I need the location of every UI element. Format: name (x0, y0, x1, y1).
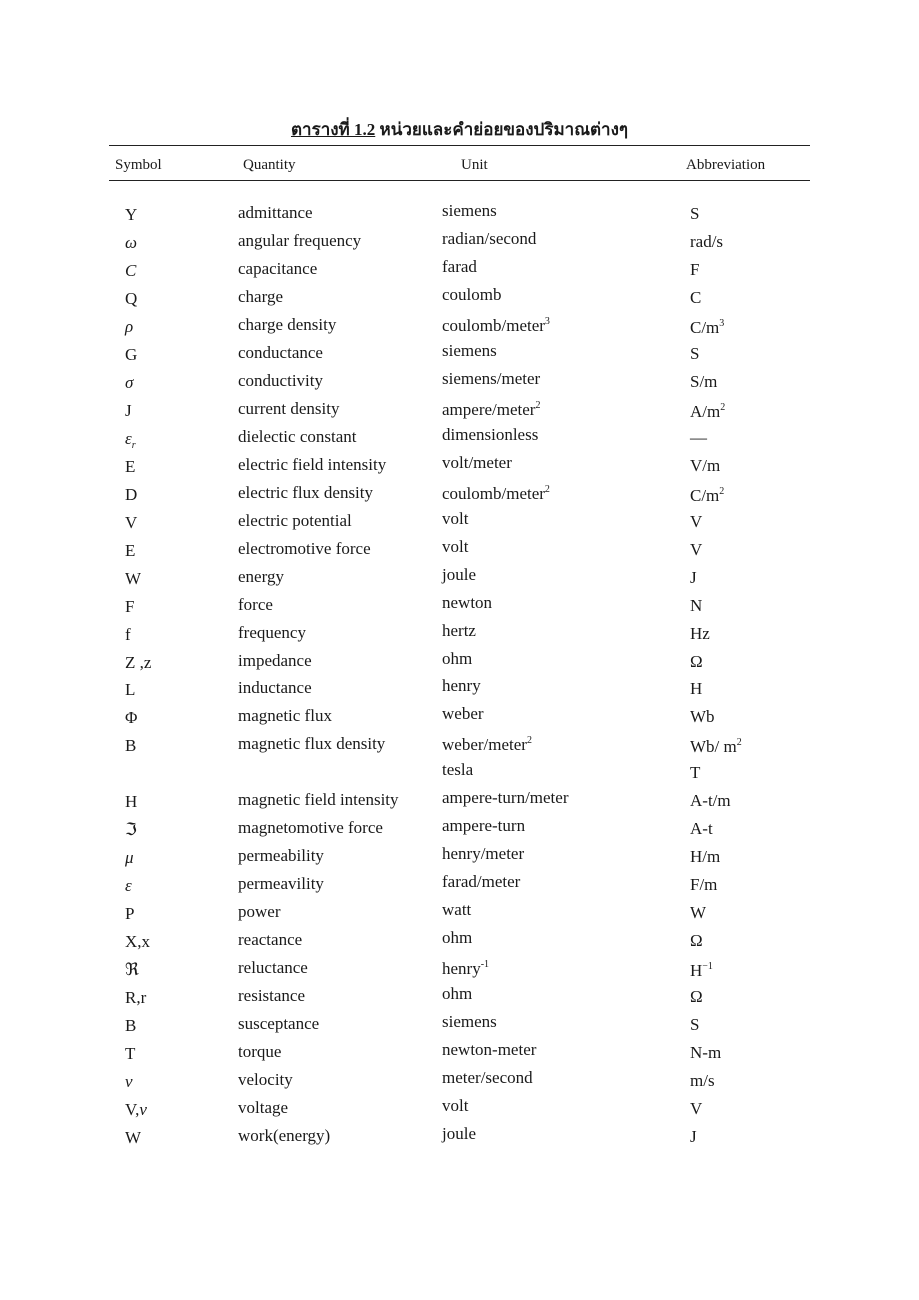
unit-cell (442, 900, 471, 920)
quantity-cell-text: inductance (238, 678, 312, 698)
unit-cell (442, 676, 481, 696)
unit-cell-text: ampere-turn (442, 816, 526, 836)
abbreviation-cell-text: N-m (690, 1043, 722, 1063)
table-number: ตารางที่ 1.2 (290, 120, 376, 139)
unit-cell (442, 229, 536, 249)
quantity-cell-text: resistance (238, 986, 306, 1006)
abbreviation-cell-text: J (690, 567, 697, 587)
unit-cell-text: weber/meter (442, 735, 527, 755)
unit-cell (442, 257, 477, 277)
quantity-cell (238, 371, 323, 391)
quantity-cell-text: admittance (238, 203, 313, 222)
quantity-cell (238, 315, 336, 335)
quantity-cell (238, 427, 356, 447)
quantity-cell (238, 706, 332, 726)
unit-cell (442, 565, 476, 585)
symbol-cell-text: E (125, 540, 136, 560)
abbreviation-cell (690, 260, 699, 280)
abbreviation-cell-text: Ω (690, 931, 703, 951)
abbreviation-cell (690, 344, 699, 364)
quantity-cell (238, 902, 280, 922)
abbreviation-cell-text: F/m (690, 875, 718, 895)
unit-cell (442, 484, 550, 504)
quantity-cell (238, 874, 324, 894)
symbol-cell (125, 205, 137, 225)
unit-cell-text: farad (442, 256, 477, 276)
unit-cell (442, 509, 468, 529)
abbreviation-cell (690, 737, 742, 757)
abbreviation-cell (690, 372, 717, 392)
symbol-cell-subscript: r (131, 439, 136, 451)
abbreviation-cell-text: Ω (690, 987, 703, 1007)
quantity-cell (238, 1042, 281, 1062)
unit-cell-superscript: 2 (535, 399, 541, 411)
quantity-cell (238, 483, 373, 503)
abbreviation-cell (690, 961, 713, 981)
abbreviation-cell (690, 232, 723, 252)
unit-cell-text: siemens/meter (442, 368, 541, 388)
quantity-cell (238, 343, 323, 363)
symbol-cell-text: D (125, 484, 138, 504)
header-quantity: Quantity (243, 157, 296, 173)
quantity-cell-text: voltage (238, 1098, 289, 1118)
symbol-cell-text: ε (125, 876, 132, 896)
symbol-cell (125, 848, 134, 868)
unit-cell (442, 1012, 497, 1032)
quantity-cell-text: magnetic flux density (238, 734, 386, 754)
quantity-cell-text: velocity (238, 1070, 293, 1090)
unit-cell (442, 1124, 476, 1144)
abbreviation-cell (690, 847, 720, 867)
abbreviation-cell (690, 652, 703, 672)
symbol-cell-text: W (125, 1128, 142, 1147)
abbreviation-cell-text: rad/s (690, 231, 724, 251)
table-title: หน่วยและคำย่อยของปริมาณต่างๆ (375, 120, 628, 139)
unit-cell-text: coulomb (442, 284, 502, 304)
symbol-cell (125, 597, 134, 617)
symbol-cell-text: ρ (125, 316, 134, 336)
quantity-cell (238, 595, 273, 615)
abbreviation-cell-text: H (690, 679, 703, 699)
symbol-cell-text: C (125, 260, 137, 280)
unit-cell (442, 425, 538, 445)
unit-cell-text: newton (442, 592, 493, 612)
symbol-cell (125, 680, 135, 700)
unit-cell-text: joule (442, 1124, 476, 1143)
abbreviation-cell (690, 1127, 697, 1147)
symbol-cell-text: ω (125, 232, 138, 252)
symbol-cell-text: v (125, 1072, 133, 1092)
symbol-cell (125, 541, 135, 561)
abbreviation-cell (690, 318, 724, 338)
quantity-cell-text: reluctance (238, 958, 308, 978)
quantity-cell (238, 623, 306, 643)
header-abbreviation: Abbreviation (686, 157, 766, 173)
abbreviation-cell-text: A-t/m (690, 791, 731, 811)
abbreviation-cell (690, 428, 707, 448)
abbreviation-cell-text: S/m (690, 371, 718, 391)
unit-cell (442, 788, 569, 808)
abbreviation-cell-text: H (690, 961, 703, 981)
unit-cell-text: ampere-turn/meter (442, 788, 569, 808)
unit-cell-text: ohm (442, 648, 473, 668)
quantity-cell (238, 203, 313, 223)
symbol-cell (125, 569, 141, 589)
unit-cell-superscript: -1 (480, 959, 490, 971)
unit-cell-text: dimensionless (442, 424, 539, 444)
abbreviation-cell-text: — (690, 427, 707, 447)
quantity-cell-text: dielectic constant (238, 426, 357, 446)
top-rule (109, 145, 810, 146)
unit-cell (442, 1096, 468, 1116)
symbol-cell (125, 289, 137, 309)
abbreviation-cell (690, 679, 702, 699)
symbol-cell (125, 513, 137, 533)
abbreviation-cell-text: J (690, 1127, 697, 1146)
abbreviation-cell-superscript: 2 (736, 737, 742, 749)
unit-cell-text: henry (442, 676, 481, 696)
quantity-cell (238, 651, 312, 671)
abbreviation-cell-text: T (690, 763, 701, 783)
abbreviation-cell-text: S (690, 204, 700, 223)
symbol-cell (125, 457, 135, 477)
abbreviation-cell (690, 791, 731, 811)
symbol-cell (125, 736, 136, 756)
abbreviation-cell-text: F (690, 259, 700, 279)
symbol-cell-text: ε (125, 428, 132, 448)
symbol-cell (125, 1072, 133, 1092)
abbreviation-cell (690, 568, 697, 588)
quantity-cell-text: electromotive force (238, 538, 371, 558)
unit-cell (442, 201, 497, 221)
quantity-cell-text: torque (238, 1042, 282, 1062)
quantity-cell-text: susceptance (238, 1014, 320, 1034)
quantity-cell (238, 511, 352, 531)
unit-cell (442, 285, 502, 305)
symbol-cell (125, 373, 133, 393)
symbol-cell (125, 1100, 147, 1120)
abbreviation-cell (690, 486, 724, 506)
abbreviation-cell-text: A/m (690, 401, 721, 421)
abbreviation-cell-text: Ω (690, 651, 703, 671)
symbol-cell-text: P (125, 904, 135, 924)
symbol-cell-text: ℑ (125, 820, 137, 840)
symbol-cell (125, 932, 150, 952)
symbol-cell-text: W (125, 568, 142, 588)
quantity-cell-text: magnetic flux (238, 706, 332, 726)
symbol-cell (125, 820, 137, 840)
unit-cell (442, 984, 472, 1004)
quantity-cell-text: conductance (238, 342, 323, 362)
unit-cell-text: joule (442, 564, 476, 584)
abbreviation-cell (690, 931, 703, 951)
abbreviation-cell-text: W (690, 903, 707, 923)
abbreviation-cell (690, 596, 702, 616)
symbol-cell (125, 792, 137, 812)
quantity-cell (238, 287, 283, 307)
abbreviation-cell (690, 875, 717, 895)
quantity-cell-text: angular frequency (238, 230, 362, 250)
symbol-cell-text: Q (125, 288, 138, 308)
symbol-cell-text: ℜ (125, 960, 139, 980)
abbreviation-cell-text: S (690, 343, 700, 363)
abbreviation-cell-text: N (690, 595, 703, 615)
quantity-cell (238, 1014, 319, 1034)
symbol-cell (125, 1044, 135, 1064)
abbreviation-cell (690, 707, 715, 727)
unit-cell-superscript: 2 (544, 483, 550, 495)
quantity-cell-text: magnetic field intensity (238, 790, 399, 810)
quantity-cell-text: permeability (238, 846, 324, 866)
abbreviation-cell-superscript: −1 (702, 961, 713, 973)
quantity-cell-text: impedance (238, 650, 312, 670)
quantity-cell-text: current density (238, 398, 340, 418)
quantity-cell (238, 231, 361, 251)
abbreviation-cell-text: Hz (690, 623, 710, 643)
symbol-cell (125, 345, 137, 365)
symbol-cell-text: L (125, 680, 136, 700)
symbol-cell-text: Φ (125, 708, 138, 728)
unit-cell-text: volt/meter (442, 452, 512, 472)
symbol-cell (125, 708, 137, 728)
abbreviation-cell (690, 288, 701, 308)
unit-cell (442, 959, 489, 979)
unit-cell (442, 1068, 533, 1088)
symbol-cell (125, 485, 137, 505)
table-caption (0, 116, 919, 143)
quantity-cell (238, 958, 308, 978)
abbreviation-cell-text: Wb (690, 707, 715, 727)
abbreviation-cell (690, 819, 713, 839)
unit-cell-superscript: 3 (544, 315, 550, 327)
unit-cell (442, 735, 532, 755)
abbreviation-cell (690, 1071, 715, 1091)
unit-cell-text: henry (442, 959, 481, 979)
unit-cell-text: ampere/meter (442, 399, 536, 419)
abbreviation-cell-text: V (690, 539, 703, 559)
quantity-cell-text: electric flux density (238, 482, 374, 502)
quantity-cell (238, 986, 305, 1006)
symbol-cell-text: μ (125, 848, 134, 868)
abbreviation-cell (690, 1043, 721, 1063)
symbol-cell-text: E (125, 456, 136, 476)
quantity-cell (238, 455, 386, 475)
symbol-cell-text: V (125, 512, 138, 532)
unit-cell-text: hertz (442, 620, 476, 640)
quantity-cell-text: charge density (238, 314, 337, 334)
abbreviation-cell (690, 624, 710, 644)
unit-cell-text: weber (442, 704, 484, 724)
unit-cell (442, 704, 484, 724)
quantity-cell (238, 790, 399, 810)
abbreviation-cell-text: Wb/ m (690, 737, 737, 757)
abbreviation-cell (690, 540, 702, 560)
symbol-cell (125, 653, 151, 673)
abbreviation-cell-text: C/m (690, 485, 720, 505)
symbol-cell (125, 960, 139, 980)
quantity-cell (238, 567, 284, 587)
quantity-cell (238, 539, 371, 559)
symbol-cell-text: V, (125, 1100, 140, 1120)
symbol-cell (125, 1128, 141, 1148)
abbreviation-cell (690, 456, 720, 476)
unit-cell-text: coulomb/meter (442, 315, 545, 335)
quantity-cell-text: conductivity (238, 370, 323, 390)
unit-cell-text: newton-meter (442, 1040, 537, 1060)
unit-cell-text: radian/second (442, 228, 537, 248)
symbol-cell (125, 1016, 136, 1036)
unit-cell (442, 816, 525, 836)
abbreviation-cell (690, 1015, 699, 1035)
abbreviation-cell-text: V/m (690, 455, 721, 475)
symbol-cell (125, 904, 134, 924)
unit-cell-text: coulomb/meter (442, 483, 545, 503)
quantity-cell (238, 1070, 293, 1090)
unit-cell (442, 369, 540, 389)
abbreviation-cell-text: V (690, 1099, 703, 1119)
symbol-cell-text: X,x (125, 932, 151, 952)
unit-cell (442, 341, 497, 361)
header-symbol: Symbol (115, 157, 162, 173)
abbreviation-cell-text: V (690, 511, 703, 531)
unit-cell (442, 593, 492, 613)
header-rule (109, 180, 810, 181)
unit-cell-text: volt (442, 1096, 469, 1116)
quantity-cell (238, 1126, 330, 1146)
symbol-cell (125, 401, 132, 421)
unit-cell-text: siemens (442, 340, 497, 360)
abbreviation-cell (690, 987, 703, 1007)
symbol-cell-text: G (125, 344, 138, 364)
symbol-cell-text: F (125, 596, 135, 616)
abbreviation-cell-text: A-t (690, 819, 713, 839)
quantity-cell-text: power (238, 902, 281, 922)
unit-cell-text: farad/meter (442, 872, 521, 892)
abbreviation-cell (690, 1099, 702, 1119)
quantity-cell (238, 399, 340, 419)
unit-cell-text: volt (442, 536, 469, 556)
unit-cell (442, 316, 550, 336)
quantity-cell-text: work(energy) (238, 1126, 331, 1145)
abbreviation-cell (690, 402, 725, 422)
symbol-cell-text: B (125, 1016, 137, 1036)
unit-cell (442, 649, 472, 669)
abbreviation-cell-superscript: 3 (719, 317, 725, 329)
quantity-cell (238, 818, 383, 838)
quantity-cell (238, 1098, 288, 1118)
unit-cell (442, 844, 524, 864)
abbreviation-cell (690, 204, 699, 224)
symbol-cell-text: B (125, 736, 137, 756)
quantity-cell-text: capacitance (238, 258, 318, 278)
unit-cell (442, 621, 476, 641)
unit-cell (442, 453, 512, 473)
unit-cell (442, 400, 540, 420)
unit-cell-text: ohm (442, 984, 473, 1004)
unit-cell (442, 537, 468, 557)
abbreviation-cell-superscript: 2 (720, 401, 726, 413)
unit-cell-text: siemens (442, 1012, 497, 1032)
symbol-cell-text: f (125, 624, 131, 644)
quantity-cell (238, 930, 302, 950)
unit-cell-text: ohm (442, 928, 473, 948)
unit-cell (442, 760, 473, 780)
symbol-cell (125, 233, 137, 253)
abbreviation-cell-text: H/m (690, 847, 721, 867)
symbol-cell-text: H (125, 792, 138, 812)
symbol-cell (125, 876, 132, 896)
symbol-cell-text: J (125, 400, 132, 420)
symbol-cell-text: Z ,z (125, 652, 152, 672)
abbreviation-cell-text: C (690, 287, 702, 307)
symbol-cell (125, 261, 136, 281)
quantity-cell-text: magnetomotive force (238, 818, 383, 838)
unit-cell-text: henry/meter (442, 844, 525, 864)
quantity-cell-text: permeavility (238, 874, 324, 894)
symbol-cell-text: R,r (125, 988, 147, 1008)
header-unit: Unit (461, 157, 488, 173)
quantity-cell-text: reactance (238, 930, 303, 950)
quantity-cell-text: electric potential (238, 510, 352, 530)
symbol-cell (125, 317, 133, 337)
symbol-cell (125, 429, 136, 449)
unit-cell (442, 1040, 536, 1060)
unit-cell (442, 872, 520, 892)
quantity-cell-text: electric field intensity (238, 454, 387, 474)
symbol-cell-text: Y (125, 205, 138, 224)
symbol-cell (125, 625, 131, 645)
quantity-cell-text: charge (238, 286, 283, 306)
quantity-cell-text: energy (238, 566, 284, 586)
abbreviation-cell-text: C/m (690, 317, 720, 337)
symbol-italic-part: v (139, 1100, 147, 1120)
symbol-cell-text: σ (125, 372, 134, 392)
quantity-cell (238, 734, 385, 754)
symbol-cell-text: T (125, 1044, 136, 1064)
quantity-cell (238, 259, 317, 279)
abbreviation-cell (690, 763, 700, 783)
unit-cell-text: meter/second (442, 1068, 533, 1088)
unit-cell (442, 928, 472, 948)
abbreviation-cell-superscript: 2 (719, 485, 725, 497)
abbreviation-cell-text: S (690, 1015, 700, 1035)
symbol-cell (125, 988, 146, 1008)
quantity-cell-text: frequency (238, 622, 306, 642)
abbreviation-cell-text: m/s (690, 1071, 715, 1091)
unit-cell-text: tesla (442, 760, 474, 780)
quantity-cell-text: force (238, 594, 273, 614)
unit-cell-text: siemens (442, 201, 497, 220)
unit-cell-text: volt (442, 508, 469, 528)
unit-cell-text: watt (442, 900, 472, 920)
quantity-cell (238, 846, 324, 866)
unit-cell-superscript: 2 (526, 735, 532, 747)
abbreviation-cell (690, 512, 702, 532)
abbreviation-cell (690, 903, 706, 923)
quantity-cell (238, 678, 312, 698)
